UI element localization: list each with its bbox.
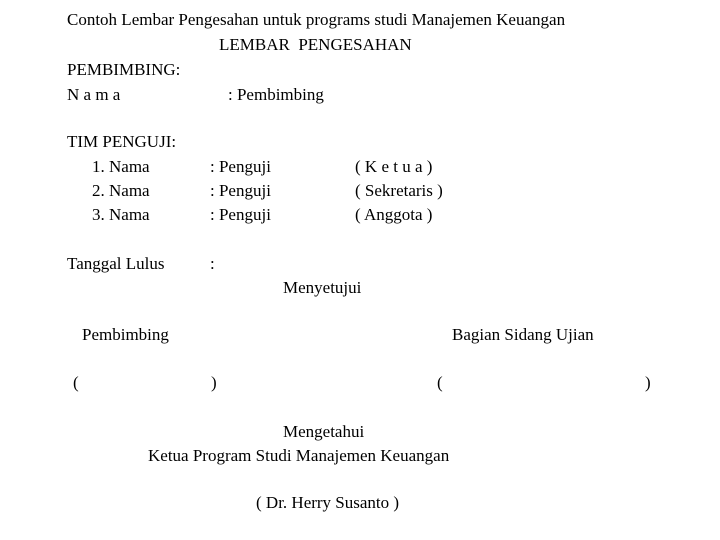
penguji-row-1-label: 1. Nama <box>92 157 150 176</box>
pembimbing-name-value: : Pembimbing <box>228 85 324 104</box>
tanggal-lulus-label: Tanggal Lulus <box>67 254 165 273</box>
penguji-row-2-value: : Penguji <box>210 181 271 200</box>
penguji-row-3-value: : Penguji <box>210 205 271 224</box>
pembimbing-name-label: N a m a <box>67 85 121 104</box>
approval-left-open-paren: ( <box>73 373 79 392</box>
penguji-row-2-role: ( Sekretaris ) <box>355 181 443 200</box>
approval-right-open-paren: ( <box>437 373 443 392</box>
tanggal-lulus-colon: : <box>210 254 215 273</box>
acknowledgement-signatory: ( Dr. Herry Susanto ) <box>256 493 400 512</box>
approval-right-title: Bagian Sidang Ujian <box>452 325 594 344</box>
document-caption: Contoh Lembar Pengesahan untuk programs studi Manajemen Keuangan <box>67 10 566 29</box>
approval-left-close-paren: ) <box>211 373 217 392</box>
tim-penguji-heading: TIM PENGUJI: <box>67 132 177 151</box>
acknowledgement-heading: Mengetahui <box>283 422 365 441</box>
penguji-row-3-role: ( Anggota ) <box>355 205 433 224</box>
approval-left-title: Pembimbing <box>82 325 169 344</box>
penguji-row-1-role: ( K e t u a ) <box>355 157 433 176</box>
approval-right-close-paren: ) <box>645 373 651 392</box>
pembimbing-heading: PEMBIMBING: <box>67 60 181 79</box>
acknowledgement-position: Ketua Program Studi Manajemen Keuangan <box>148 446 450 465</box>
penguji-row-2-label: 2. Nama <box>92 181 150 200</box>
document-title: LEMBAR PENGESAHAN <box>219 35 412 54</box>
approval-heading: Menyetujui <box>283 278 362 297</box>
penguji-row-3-label: 3. Nama <box>92 205 150 224</box>
penguji-row-1-value: : Penguji <box>210 157 271 176</box>
